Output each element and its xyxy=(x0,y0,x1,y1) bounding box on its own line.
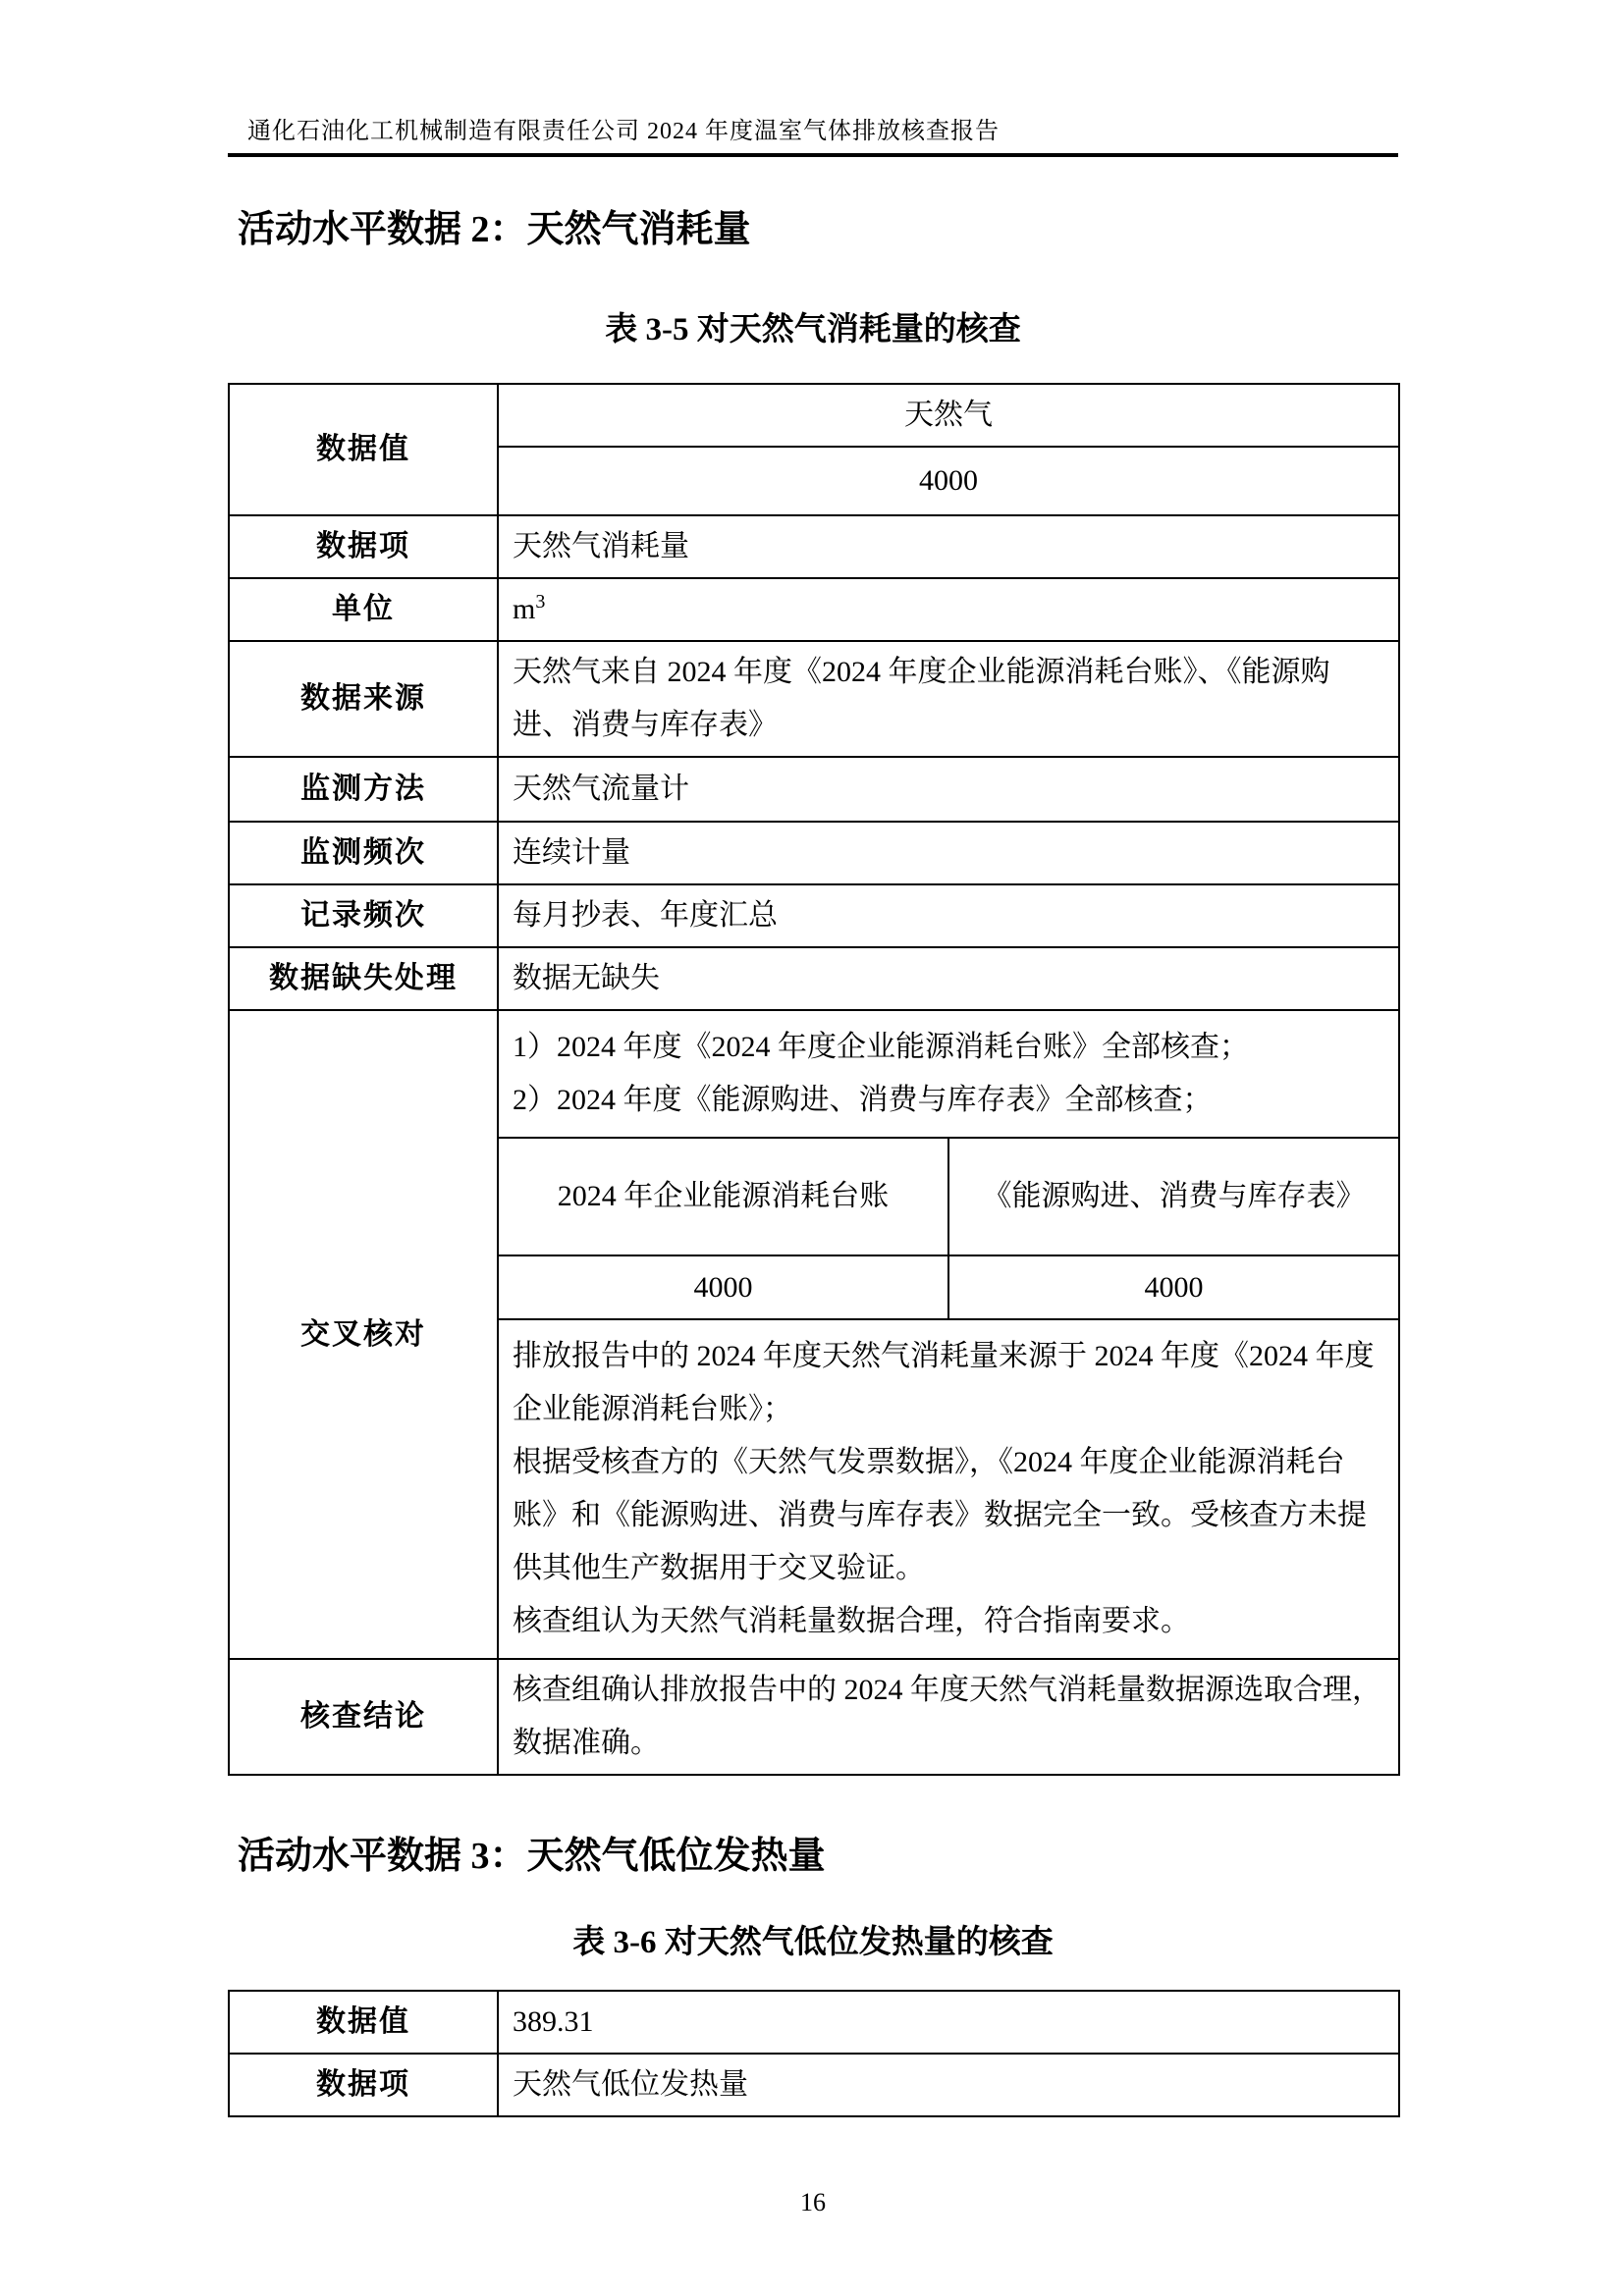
cross-check-label-cell: 交叉核对 xyxy=(229,1010,498,1659)
table-row xyxy=(229,1991,1399,2054)
table-row xyxy=(229,515,1399,578)
table-3-5-title: 表 3-5 对天然气消耗量的核查 xyxy=(605,312,1021,347)
page-number: 16 xyxy=(800,2188,826,2216)
table-row xyxy=(229,641,1399,757)
unit-label-cell: 单位 xyxy=(229,578,498,641)
table-row xyxy=(229,884,1399,947)
page-header xyxy=(228,0,1398,157)
cross-check-paragraph: 根据受核查方的《天然气发票数据》，《2024 年度企业能源消耗台账》和《能源购进、消费与库存表》数据完全一致。受核查方未提供其他生产数据用于交叉验证。 xyxy=(513,1446,1367,1584)
cross-check-analysis-cell xyxy=(498,1319,1399,1659)
cross-check-paragraph: 排放报告中的 2024 年度天然气消耗量来源于 2024 年度《2024 年度企业能源消耗台账》； xyxy=(513,1340,1375,1425)
table-row xyxy=(229,384,1399,447)
conclusion-cell: 核查组确认排放报告中的 2024 年度天然气消耗量数据源选取合理，数据准确。 xyxy=(498,1659,1399,1775)
cross-table-col1-value-cell: 4000 xyxy=(498,1255,948,1319)
data-value-label-cell: 数据值 xyxy=(229,1991,498,2054)
monitoring-frequency-cell: 连续计量 xyxy=(498,822,1399,884)
unit-value: m xyxy=(513,593,536,625)
header-rule xyxy=(228,153,1398,157)
page-content xyxy=(228,0,1398,2217)
recording-frequency-cell: 每月抄表、年度汇总 xyxy=(498,884,1399,947)
cross-table-col2-value-cell: 4000 xyxy=(948,1255,1399,1319)
data-item-label-cell: 数据项 xyxy=(229,515,498,578)
unit-cell xyxy=(498,578,1399,641)
cross-check-item: 1）2024 年度《2024 年度企业能源消耗台账》全部核查； xyxy=(513,1031,1249,1063)
section-heading-activity-3: 活动水平数据 3：天然气低位发热量 xyxy=(238,1836,826,1877)
data-source-cell: 天然气来自 2024 年度《2024 年度企业能源消耗台账》、《能源购进、消费与库存表》 xyxy=(498,641,1399,757)
cross-check-item: 2）2024 年度《能源购进、消费与库存表》全部核查； xyxy=(513,1084,1213,1116)
table-row xyxy=(229,578,1399,641)
data-value-cell: 389.31 xyxy=(498,1991,1399,2054)
table-3-5 xyxy=(228,383,1400,1776)
table-row xyxy=(229,1010,1399,1138)
fuel-value-cell: 4000 xyxy=(498,447,1399,515)
missing-data-cell: 数据无缺失 xyxy=(498,947,1399,1010)
cross-check-paragraph: 核查组认为天然气消耗量数据合理，符合指南要求。 xyxy=(513,1605,1190,1637)
table-row xyxy=(229,757,1399,822)
missing-data-label-cell: 数据缺失处理 xyxy=(229,947,498,1010)
data-item-cell: 天然气消耗量 xyxy=(498,515,1399,578)
cross-check-items-cell xyxy=(498,1010,1399,1138)
table-row xyxy=(229,1659,1399,1775)
table-row xyxy=(229,947,1399,1010)
table-row xyxy=(229,822,1399,884)
cross-table-col2-header-cell: 《能源购进、消费与库存表》 xyxy=(948,1138,1399,1255)
cross-table-col1-header-cell: 2024 年企业能源消耗台账 xyxy=(498,1138,948,1255)
fuel-name-cell: 天然气 xyxy=(498,384,1399,447)
section-heading-activity-2: 活动水平数据 2：天然气消耗量 xyxy=(238,209,751,250)
table-3-6-title: 表 3-6 对天然气低位发热量的核查 xyxy=(572,1925,1054,1960)
monitoring-frequency-label-cell: 监测频次 xyxy=(229,822,498,884)
recording-frequency-label-cell: 记录频次 xyxy=(229,884,498,947)
monitoring-method-cell: 天然气流量计 xyxy=(498,757,1399,822)
conclusion-label-cell: 核查结论 xyxy=(229,1659,498,1775)
table-3-6 xyxy=(228,1990,1400,2117)
data-source-label-cell: 数据来源 xyxy=(229,641,498,757)
unit-superscript: 3 xyxy=(535,591,546,613)
data-item-label-cell: 数据项 xyxy=(229,2054,498,2116)
table-row xyxy=(229,2054,1399,2116)
data-item-cell: 天然气低位发热量 xyxy=(498,2054,1399,2116)
report-title: 通化石油化工机械制造有限责任公司 2024 年度温室气体排放核查报告 xyxy=(247,119,1000,144)
monitoring-method-label-cell: 监测方法 xyxy=(229,757,498,822)
data-value-label-cell: 数据值 xyxy=(229,384,498,515)
